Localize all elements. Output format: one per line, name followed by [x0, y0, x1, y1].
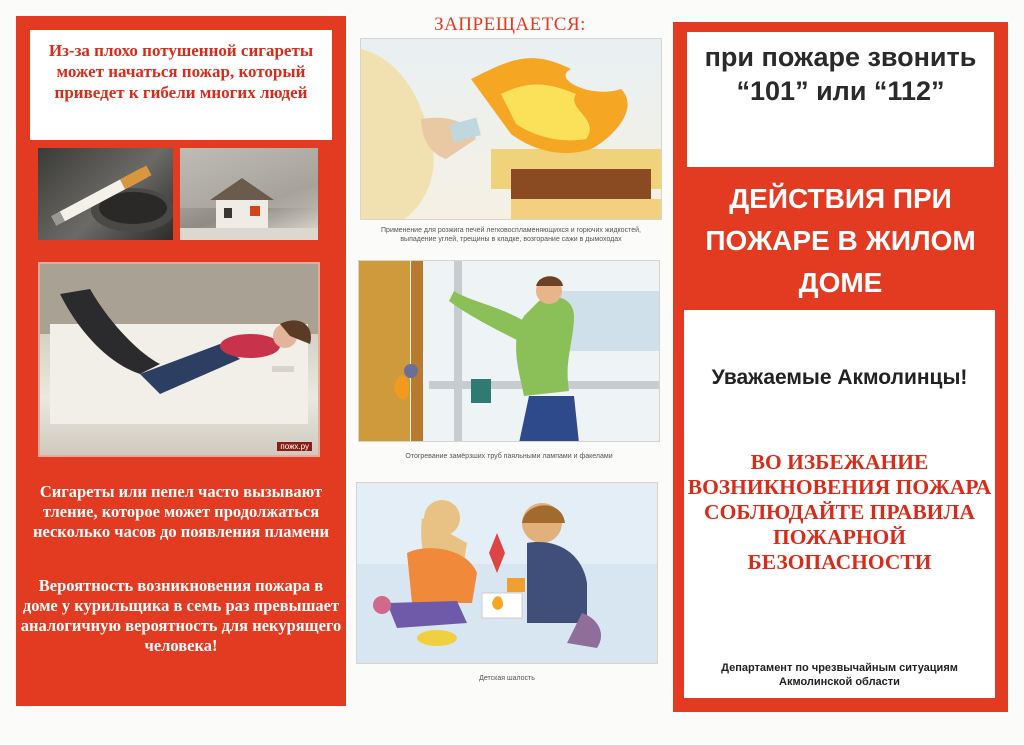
photo-caption: пожх.ру: [277, 442, 312, 451]
children-matches-illustration: [356, 482, 658, 664]
caption-pipes: Отогревание замёрзших труб паяльными лампами и факелами: [405, 453, 613, 460]
department-name: Департамент по чрезвычайным ситуациям Акмолинской области: [721, 662, 958, 688]
emergency-call-text: при пожаре звонить “101” или “112”: [704, 42, 977, 106]
cigarette-warning-text: Из-за плохо потушенной сигареты может начаться пожар, который приведет к гибели многих людей: [48, 41, 314, 102]
stove-fire-illustration: [360, 38, 662, 220]
smoldering-info-text: Сигареты или пепел часто вызывают тление, которое может продолжаться несколько часов до появления пламени: [32, 482, 330, 541]
greeting-text: Уважаемые Акмолинцы!: [711, 366, 968, 389]
probability-info-text: Вероятность возникновения пожара в доме у курильщика в семь раз превышает аналогичную вероятность для некурящего человека!: [20, 576, 342, 655]
burning-house-photo: [180, 148, 318, 240]
smoking-in-bed-photo: [38, 262, 320, 457]
caption-children: Детская шалость: [479, 675, 535, 682]
caption-stove: Применение для розжига печей легковоспламеняющихся и горючих жидкостей, выпадение углей, трещины в кладке, возгорание сажи в дымоходах: [381, 227, 641, 243]
frozen-pipes-illustration: [358, 260, 660, 442]
prohibited-heading: ЗАПРЕЩАЕТСЯ:: [434, 14, 586, 35]
leaflet-title: ДЕЙСТВИЯ ПРИ ПОЖАРЕ В ЖИЛОМ ДОМЕ: [705, 183, 976, 298]
safety-appeal-text: ВО ИЗБЕЖАНИЕ ВОЗНИКНОВЕНИЯ ПОЖАРА СОБЛЮДАЙТЕ ПРАВИЛА ПОЖАРНОЙ БЕЗОПАСНОСТИ: [687, 450, 992, 574]
cigarette-photo: [38, 148, 173, 240]
